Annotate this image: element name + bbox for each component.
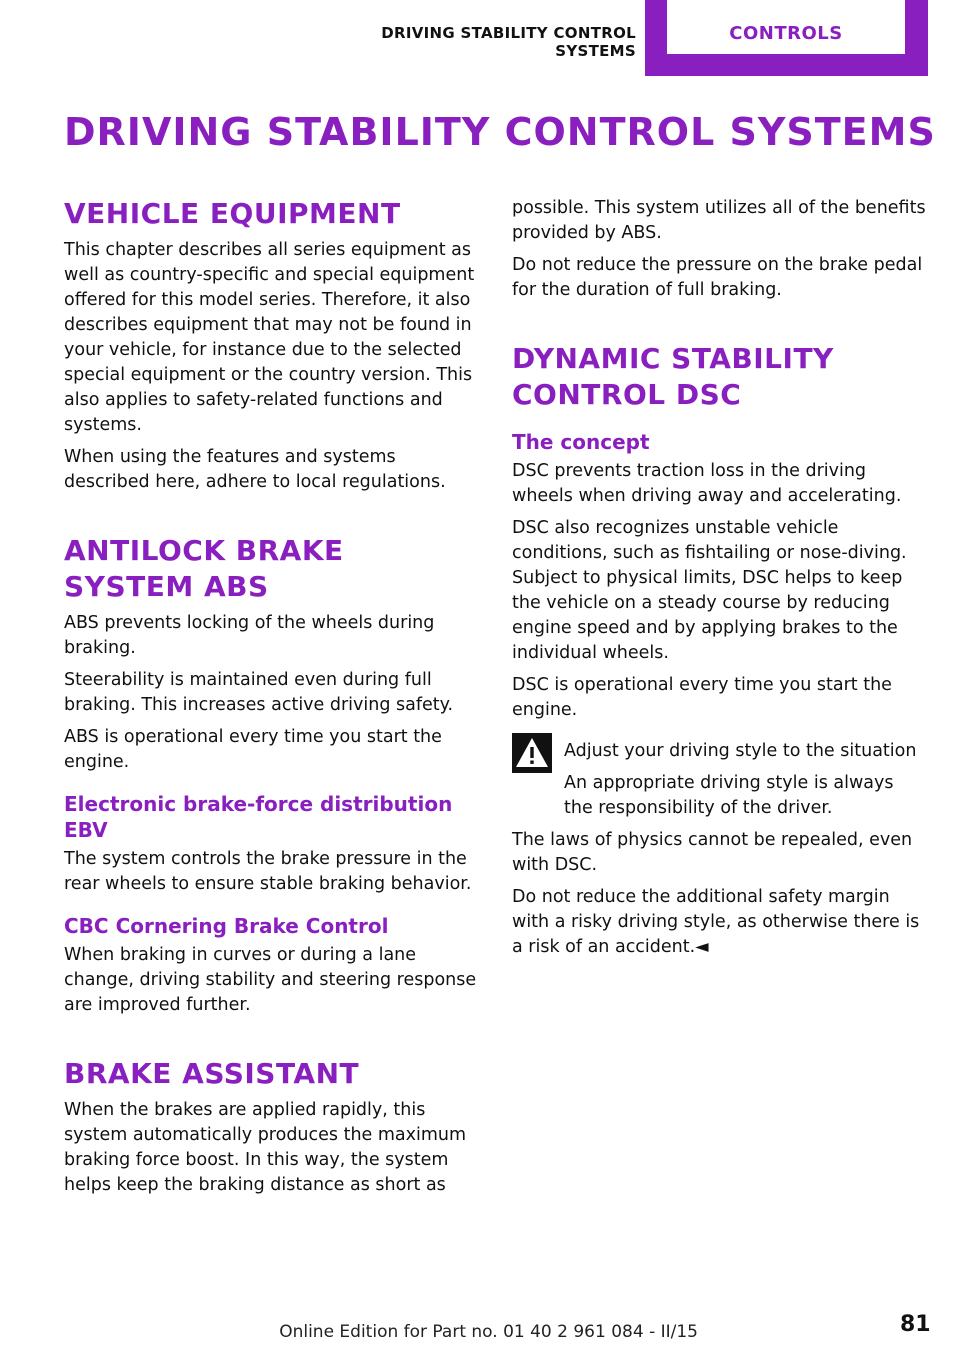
footer-edition: Online Edition for Part no. 01 40 2 961 084 - II/15 — [279, 1322, 698, 1342]
paragraph: The system controls the brake pressure in the rear wheels to ensure stable braking behavior. — [64, 849, 472, 894]
paragraph: ABS is operational every time you start the engine. — [64, 727, 442, 772]
warning-title: Adjust your driving style to the situation — [564, 741, 917, 761]
paragraph: ABS prevents locking of the wheels during braking. — [64, 613, 435, 658]
heading-ebv: Electronic brake-force distribution EBV — [64, 792, 453, 842]
left-column — [64, 196, 478, 1205]
paragraph: The laws of physics cannot be repealed, even with DSC. — [512, 830, 913, 875]
paragraph: This chapter describes all series equipment as well as country-specific and special equipment offered for this model series. Therefore, it also describes equipment that may not be found in your vehicle, for instance due to the selected special equipment or the country version. This also applies to safety-related functions and systems. — [64, 240, 475, 435]
paragraph: possible. This system utilizes all of the benefits provided by ABS. — [512, 198, 926, 243]
paragraph: Do not reduce the additional safety margin with a risky driving style, as otherwise there is a risk of an accident.◄ — [512, 887, 920, 957]
heading-concept: The concept — [512, 430, 650, 454]
paragraph: Do not reduce the pressure on the brake pedal for the duration of full braking. — [512, 255, 923, 300]
paragraph: When braking in curves or during a lane change, driving stability and steering response are improved further. — [64, 945, 477, 1015]
warning-icon — [512, 733, 552, 773]
paragraph: DSC also recognizes unstable vehicle conditions, such as fishtailing or nose-diving. Subject to physical limits, DSC helps to keep the vehicle on a steady course by reducing engine speed and by applying brakes to the individual wheels. — [512, 518, 907, 663]
paragraph: When using the features and systems described here, adhere to local regulations. — [64, 447, 446, 492]
paragraph: When the brakes are applied rapidly, this system automatically produces the maximum braking force boost. In this way, the system helps keep the braking distance as short as — [64, 1100, 467, 1195]
heading-brake-assistant: BRAKE ASSISTANT — [64, 1057, 360, 1090]
heading-abs: ANTILOCK BRAKE SYSTEM ABS — [64, 534, 344, 603]
warning-block — [512, 739, 926, 821]
paragraph: DSC is operational every time you start the engine. — [512, 675, 892, 720]
heading-vehicle-equipment: VEHICLE EQUIPMENT — [64, 197, 401, 230]
paragraph: DSC prevents traction loss in the driving wheels when driving away and accelerating. — [512, 461, 902, 506]
heading-dsc: DYNAMIC STABILITY CONTROL DSC — [512, 342, 834, 411]
page-title: DRIVING STABILITY CONTROL SYSTEMS — [64, 110, 936, 154]
paragraph: An appropriate driving style is always the responsibility of the driver. — [564, 773, 894, 818]
paragraph: Steerability is maintained even during full braking. This increases active driving safety. — [64, 670, 454, 715]
chapter-tab-label: CONTROLS — [667, 0, 905, 54]
right-column — [512, 196, 926, 967]
heading-cbc: CBC Cornering Brake Control — [64, 914, 389, 938]
page-number: 81 — [900, 1312, 931, 1337]
running-header-section: DRIVING STABILITY CONTROL SYSTEMS — [381, 24, 636, 60]
chapter-tab — [645, 0, 928, 76]
